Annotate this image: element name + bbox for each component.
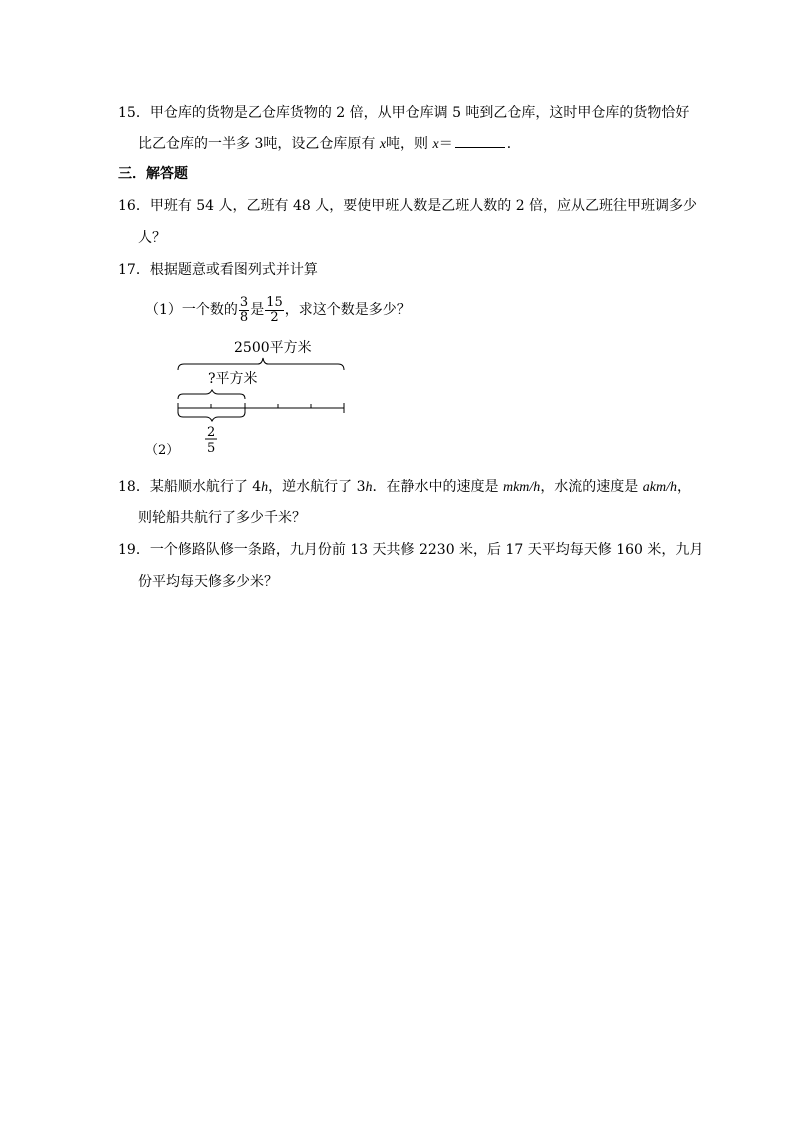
q19-line2: 份平均每天修多少米？	[138, 574, 278, 590]
var-x-2: x	[432, 137, 439, 152]
fraction-3-8	[239, 296, 249, 325]
q17-part1-mid: 是	[250, 302, 265, 318]
q18-line1-d: ，水流的速度是	[540, 479, 643, 495]
total-label: 2500平方米	[234, 340, 312, 356]
q15-line2-end: ．	[506, 136, 521, 152]
q18-line1	[118, 477, 691, 498]
q15-line2-a: 比乙仓库的一半多 3吨，设乙仓库原有	[138, 136, 380, 152]
part-brace	[178, 390, 245, 399]
q17-part1-suffix: ，求这个数是多少？	[284, 302, 411, 318]
diagram-frac-num: 2	[207, 425, 216, 440]
q15-line2	[138, 133, 521, 155]
var-x: x	[379, 137, 387, 152]
q15-line2-c: ＝	[438, 136, 453, 152]
fraction-15-2	[265, 296, 284, 325]
fraction-numerator: 3	[239, 294, 249, 310]
part-label: ?平方米	[208, 371, 258, 387]
q17-title: 17．根据题意或看图列式并计算	[118, 262, 318, 278]
q16-line2: 人？	[138, 230, 166, 246]
q19-line1: 19．一个修路队修一条路，九月份前 13 天共修 2230 米，后 17 天平均每天修 160 米，九月	[118, 542, 704, 558]
answer-blank[interactable]	[455, 133, 505, 148]
q18-line1-b: ，逆水航行了 3	[268, 479, 366, 495]
speed-current: akm/h	[642, 480, 677, 495]
fraction-denominator: 2	[270, 309, 279, 325]
q17-part1	[145, 294, 411, 326]
q18-line1-a: 18．某船顺水航行了 4	[118, 479, 262, 495]
total-brace	[178, 358, 344, 370]
q17-part2-label: （2）	[145, 443, 180, 458]
q16-line1: 16．甲班有 54 人，乙班有 48 人，要使甲班人数是乙班人数的 2 倍，应从乙班往甲班调多少	[118, 198, 698, 214]
q15-line1: 15．甲仓库的货物是乙仓库货物的 2 倍，从甲仓库调 5 吨到乙仓库，这时甲仓库的货物恰好	[118, 105, 690, 121]
segment-diagram	[170, 332, 360, 460]
q17-part1-prefix: （1）一个数的	[145, 302, 238, 318]
unit-h: h	[261, 480, 269, 495]
section-title: 三．解答题	[118, 166, 188, 182]
fraction-denominator: 8	[239, 309, 249, 325]
bottom-brace	[178, 412, 245, 421]
q18-line1-c: ．在静水中的速度是	[372, 479, 503, 495]
speed-still: mkm/h	[502, 480, 541, 495]
q18-line2: 则轮船共航行了多少千米？	[138, 510, 306, 526]
unit-h-2: h	[365, 480, 373, 495]
fraction-numerator: 15	[266, 294, 283, 310]
q15-line2-b: 吨，则	[386, 136, 433, 152]
q18-line1-e: ，	[676, 479, 691, 495]
diagram-frac-den: 5	[207, 441, 216, 456]
